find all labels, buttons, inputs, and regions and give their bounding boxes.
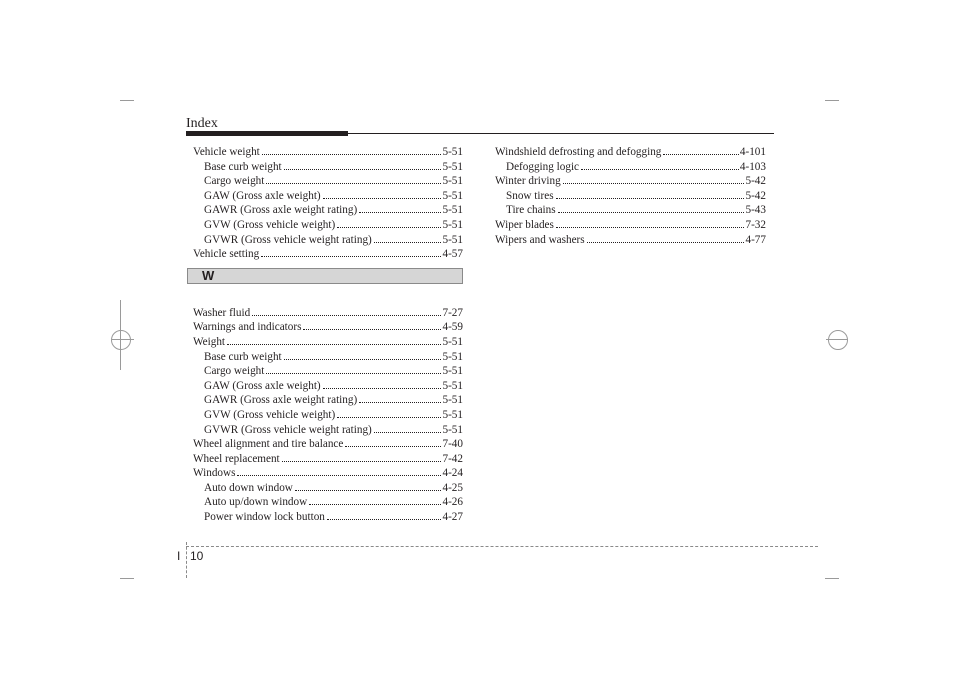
entry-page: 4-26	[442, 496, 463, 509]
entry-page: 4-24	[442, 467, 463, 480]
entry-page: 7-32	[745, 218, 766, 231]
entry-page: 4-27	[442, 511, 463, 524]
registration-circle	[111, 330, 131, 350]
entry-label: Defogging logic	[506, 160, 580, 173]
entry-label: Cargo weight	[204, 175, 265, 188]
header-bar	[186, 131, 348, 136]
index-entry	[193, 306, 463, 321]
entry-label: Windshield defrosting and defogging	[495, 146, 662, 158]
index-column-left	[193, 145, 463, 525]
index-entry	[193, 379, 463, 394]
dot-leader	[587, 242, 745, 243]
section-header	[187, 268, 463, 284]
index-entry	[495, 160, 766, 175]
dot-leader	[359, 212, 441, 213]
index-entry	[193, 350, 463, 365]
dot-leader	[227, 344, 441, 345]
index-group	[193, 306, 463, 525]
entry-label: Vehicle weight	[193, 146, 260, 158]
entry-label: Tire chains	[506, 204, 556, 217]
index-entry	[495, 174, 766, 189]
dot-leader	[262, 154, 442, 155]
entry-page: 5-51	[442, 394, 463, 407]
index-entry	[193, 408, 463, 423]
entry-label: Vehicle setting	[193, 248, 260, 261]
index-entry	[495, 233, 766, 248]
dot-leader	[303, 329, 441, 330]
entry-label: Base curb weight	[204, 160, 282, 173]
entry-page: 5-42	[745, 189, 766, 202]
entry-page: 5-43	[745, 204, 766, 217]
dot-leader	[337, 227, 441, 228]
dot-leader	[556, 227, 745, 228]
entry-label: Auto up/down window	[204, 496, 308, 509]
entry-label: GAW (Gross axle weight)	[204, 189, 321, 202]
dot-leader	[284, 169, 442, 170]
entry-page: 5-42	[745, 175, 766, 188]
entry-label: GVW (Gross vehicle weight)	[204, 218, 336, 231]
index-entry	[193, 160, 463, 175]
index-entry	[193, 203, 463, 218]
entry-label: Wheel alignment and tire balance	[193, 438, 344, 451]
entry-label: Wiper blades	[495, 218, 554, 231]
entry-label: Cargo weight	[204, 365, 265, 378]
dot-leader	[663, 154, 738, 155]
index-entry	[495, 203, 766, 218]
entry-label: GAWR (Gross axle weight rating)	[204, 394, 358, 407]
index-entry	[193, 320, 463, 335]
index-entry	[193, 145, 463, 160]
crop-mark	[120, 578, 134, 579]
index-entry	[193, 364, 463, 379]
entry-page: 4-77	[745, 233, 766, 246]
dot-leader	[581, 169, 739, 170]
entry-page: 5-51	[442, 233, 463, 246]
index-entry	[193, 495, 463, 510]
dot-leader	[359, 402, 441, 403]
entry-page: 4-101	[739, 146, 766, 158]
dot-leader	[266, 373, 441, 374]
index-entry	[495, 145, 766, 160]
footer-divider	[186, 542, 187, 578]
entry-page: 4-59	[442, 321, 463, 334]
dot-leader	[261, 256, 441, 257]
section-letter: W	[202, 267, 215, 283]
entry-label: Washer fluid	[193, 306, 251, 319]
entry-label: GAWR (Gross axle weight rating)	[204, 204, 358, 217]
index-entry	[193, 335, 463, 350]
entry-page: 5-51	[442, 218, 463, 231]
crop-mark	[120, 100, 134, 101]
entry-page: 5-51	[442, 160, 463, 173]
dot-leader	[252, 315, 441, 316]
entry-page: 7-40	[442, 438, 463, 451]
dot-leader	[327, 519, 442, 520]
entry-page: 5-51	[442, 146, 463, 158]
index-entry	[193, 233, 463, 248]
index-entry	[193, 174, 463, 189]
entry-page: 5-51	[442, 175, 463, 188]
entry-label: Power window lock button	[204, 511, 325, 524]
entry-page: 5-51	[442, 408, 463, 421]
entry-page: 5-51	[442, 189, 463, 202]
dot-leader	[237, 475, 441, 476]
entry-page: 7-42	[442, 452, 463, 465]
dot-leader	[323, 388, 442, 389]
dot-leader	[309, 504, 441, 505]
entry-label: Wheel replacement	[193, 452, 280, 465]
entry-page: 5-51	[442, 365, 463, 378]
registration-circle	[828, 330, 848, 350]
footer-rule	[186, 546, 818, 547]
index-entry	[193, 510, 463, 525]
index-group	[495, 145, 766, 247]
dot-leader	[337, 417, 441, 418]
index-entry	[495, 189, 766, 204]
entry-label: Base curb weight	[204, 350, 282, 363]
entry-label: Warnings and indicators	[193, 321, 302, 334]
entry-label: Windows	[193, 467, 236, 480]
dot-leader	[282, 461, 442, 462]
dot-leader	[284, 359, 442, 360]
entry-page: 4-25	[442, 481, 463, 494]
index-entry	[193, 189, 463, 204]
dot-leader	[558, 212, 745, 213]
entry-page: 5-51	[442, 379, 463, 392]
index-entry	[495, 218, 766, 233]
dot-leader	[345, 446, 441, 447]
entry-page: 5-51	[442, 335, 463, 348]
entry-label: GVW (Gross vehicle weight)	[204, 408, 336, 421]
page-title: Index	[186, 116, 218, 131]
index-entry	[193, 423, 463, 438]
entry-page: 5-51	[442, 350, 463, 363]
dot-leader	[295, 490, 442, 491]
entry-page: 5-51	[442, 204, 463, 217]
dot-leader	[563, 183, 745, 184]
dot-leader	[556, 198, 745, 199]
index-entry	[193, 452, 463, 467]
index-group	[193, 145, 463, 262]
dot-leader	[374, 432, 442, 433]
entry-page: 7-27	[442, 306, 463, 319]
dot-leader	[266, 183, 441, 184]
entry-label: Auto down window	[204, 481, 293, 494]
index-entry	[193, 466, 463, 481]
index-entry	[193, 437, 463, 452]
index-column-right	[495, 145, 766, 247]
crop-mark	[825, 100, 839, 101]
index-entry	[193, 218, 463, 233]
page-number: 10	[190, 549, 204, 563]
entry-label: Snow tires	[506, 189, 554, 202]
entry-label: Wipers and washers	[495, 233, 585, 246]
entry-label: GVWR (Gross vehicle weight rating)	[204, 423, 372, 436]
index-entry	[193, 481, 463, 496]
entry-page: 4-57	[442, 248, 463, 261]
entry-page: 4-103	[739, 160, 766, 173]
entry-label: Weight	[193, 335, 226, 348]
index-entry	[193, 247, 463, 262]
dot-leader	[323, 198, 442, 199]
dot-leader	[374, 242, 442, 243]
index-entry	[193, 393, 463, 408]
entry-label: GAW (Gross axle weight)	[204, 379, 321, 392]
entry-page: 5-51	[442, 423, 463, 436]
crop-mark	[825, 578, 839, 579]
entry-label: GVWR (Gross vehicle weight rating)	[204, 233, 372, 246]
entry-label: Winter driving	[495, 175, 561, 188]
footer-section: I	[177, 549, 181, 563]
